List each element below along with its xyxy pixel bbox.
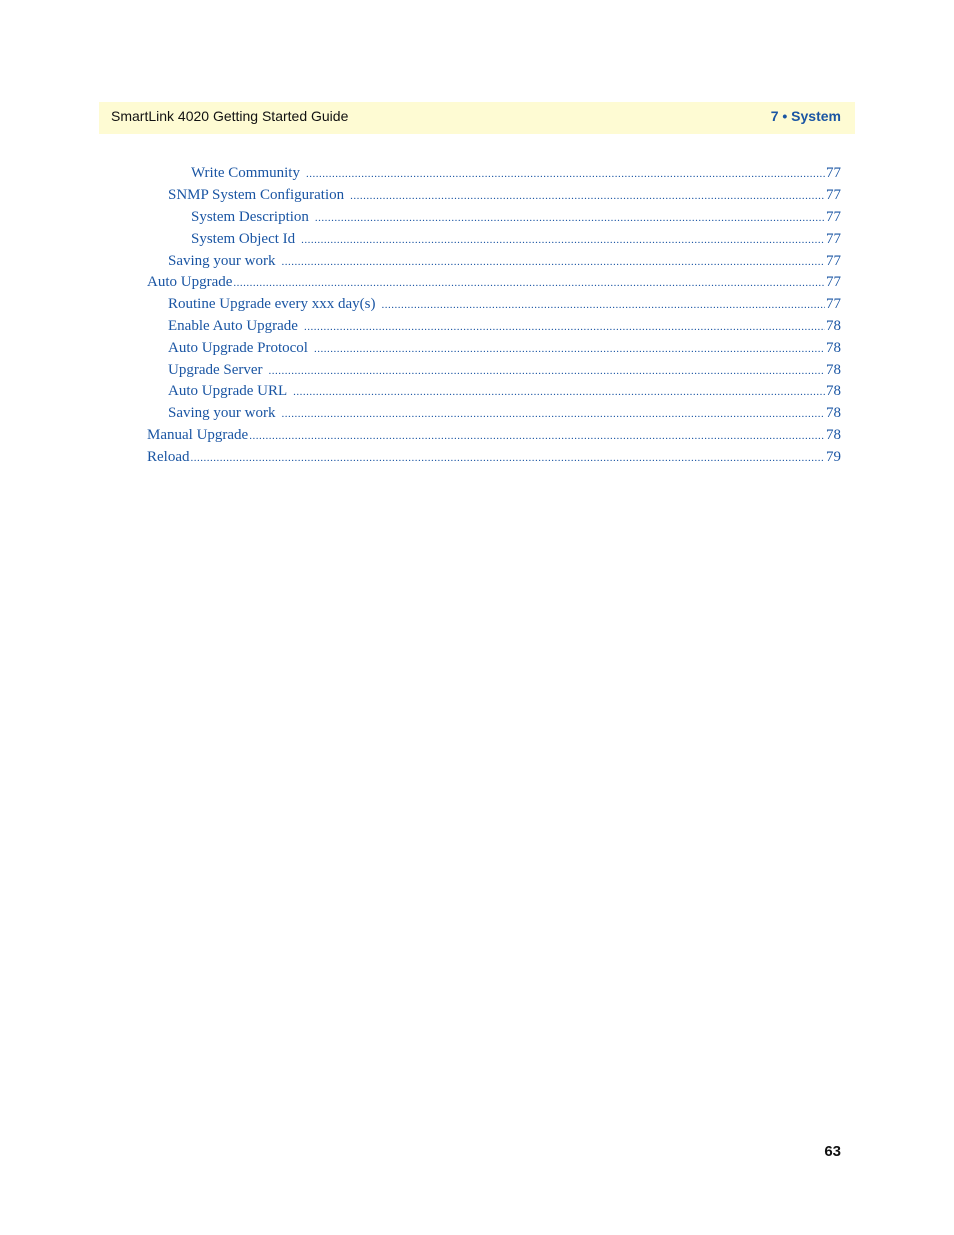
toc-entry-page: 78: [826, 362, 841, 378]
toc-entry-title: System Object Id: [191, 231, 296, 247]
toc-entry-enable-auto-upgrade[interactable]: [168, 316, 841, 336]
toc-entry-page: 78: [826, 383, 841, 399]
toc-dot-leader: [314, 339, 825, 359]
toc-entry-saving-your-work-2[interactable]: [168, 403, 841, 423]
toc-entry-page: 77: [826, 274, 841, 290]
toc-entry-title: Enable Auto Upgrade: [168, 318, 298, 334]
toc-entry-page: 78: [826, 340, 841, 356]
toc-entry-page: 78: [826, 405, 841, 421]
toc-entry-title: Routine Upgrade every xxx day(s): [168, 296, 376, 312]
toc-entry-page: 78: [826, 318, 841, 334]
running-header: [99, 102, 855, 134]
toc-dot-leader: [249, 426, 825, 446]
toc-entry-upgrade-server[interactable]: [168, 360, 841, 380]
toc-entry-page: 77: [826, 296, 841, 312]
toc-entry-auto-upgrade[interactable]: [147, 272, 841, 292]
toc-entry-page: 77: [826, 209, 841, 225]
toc-dot-leader: [269, 361, 825, 381]
toc-entry-title: Reload: [147, 449, 190, 465]
toc-dot-leader: [315, 208, 825, 228]
page-number: 63: [824, 1143, 841, 1160]
toc-dot-leader: [301, 230, 825, 250]
toc-entry-title: Write Community: [191, 165, 300, 181]
toc-entry-title: Saving your work: [168, 253, 276, 269]
toc-dot-leader: [306, 164, 825, 184]
toc-entry-title: Auto Upgrade Protocol: [168, 340, 308, 356]
toc-entry-auto-upgrade-url[interactable]: [168, 381, 841, 401]
toc-entry-title: Auto Upgrade URL: [168, 383, 288, 399]
toc-entry-title: System Description: [191, 209, 309, 225]
toc-dot-leader: [282, 404, 826, 424]
toc-entry-system-description[interactable]: [191, 207, 841, 227]
toc-dot-leader: [233, 273, 825, 293]
chapter-section-label: 7 • System: [770, 108, 841, 124]
toc-dot-leader: [304, 317, 825, 337]
toc-entry-write-community[interactable]: [191, 163, 841, 183]
toc-entry-manual-upgrade[interactable]: [147, 425, 841, 445]
toc-dot-leader: [282, 252, 826, 272]
toc-dot-leader: [293, 382, 825, 402]
toc-entry-reload[interactable]: [147, 447, 841, 467]
toc-entry-snmp-system-configuration[interactable]: [168, 185, 841, 205]
document-title: SmartLink 4020 Getting Started Guide: [111, 108, 349, 124]
toc-entry-title: Manual Upgrade: [147, 427, 249, 443]
toc-entry-saving-your-work[interactable]: [168, 251, 841, 271]
toc-entry-title: Upgrade Server: [168, 362, 263, 378]
toc-entry-title: Saving your work: [168, 405, 276, 421]
toc-entry-system-object-id[interactable]: [191, 229, 841, 249]
toc-entry-page: 77: [826, 165, 841, 181]
toc-entry-page: 77: [826, 187, 841, 203]
toc-dot-leader: [191, 448, 826, 468]
toc-entry-title: Auto Upgrade: [147, 274, 233, 290]
toc-entry-auto-upgrade-protocol[interactable]: [168, 338, 841, 358]
toc-entry-page: 77: [826, 253, 841, 269]
toc-dot-leader: [350, 186, 825, 206]
toc-entry-routine-upgrade[interactable]: [168, 294, 841, 314]
toc-entry-page: 78: [826, 427, 841, 443]
toc-entry-page: 79: [826, 449, 841, 465]
toc-dot-leader: [381, 295, 825, 315]
toc-entry-page: 77: [826, 231, 841, 247]
toc-entry-title: SNMP System Configuration: [168, 187, 345, 203]
